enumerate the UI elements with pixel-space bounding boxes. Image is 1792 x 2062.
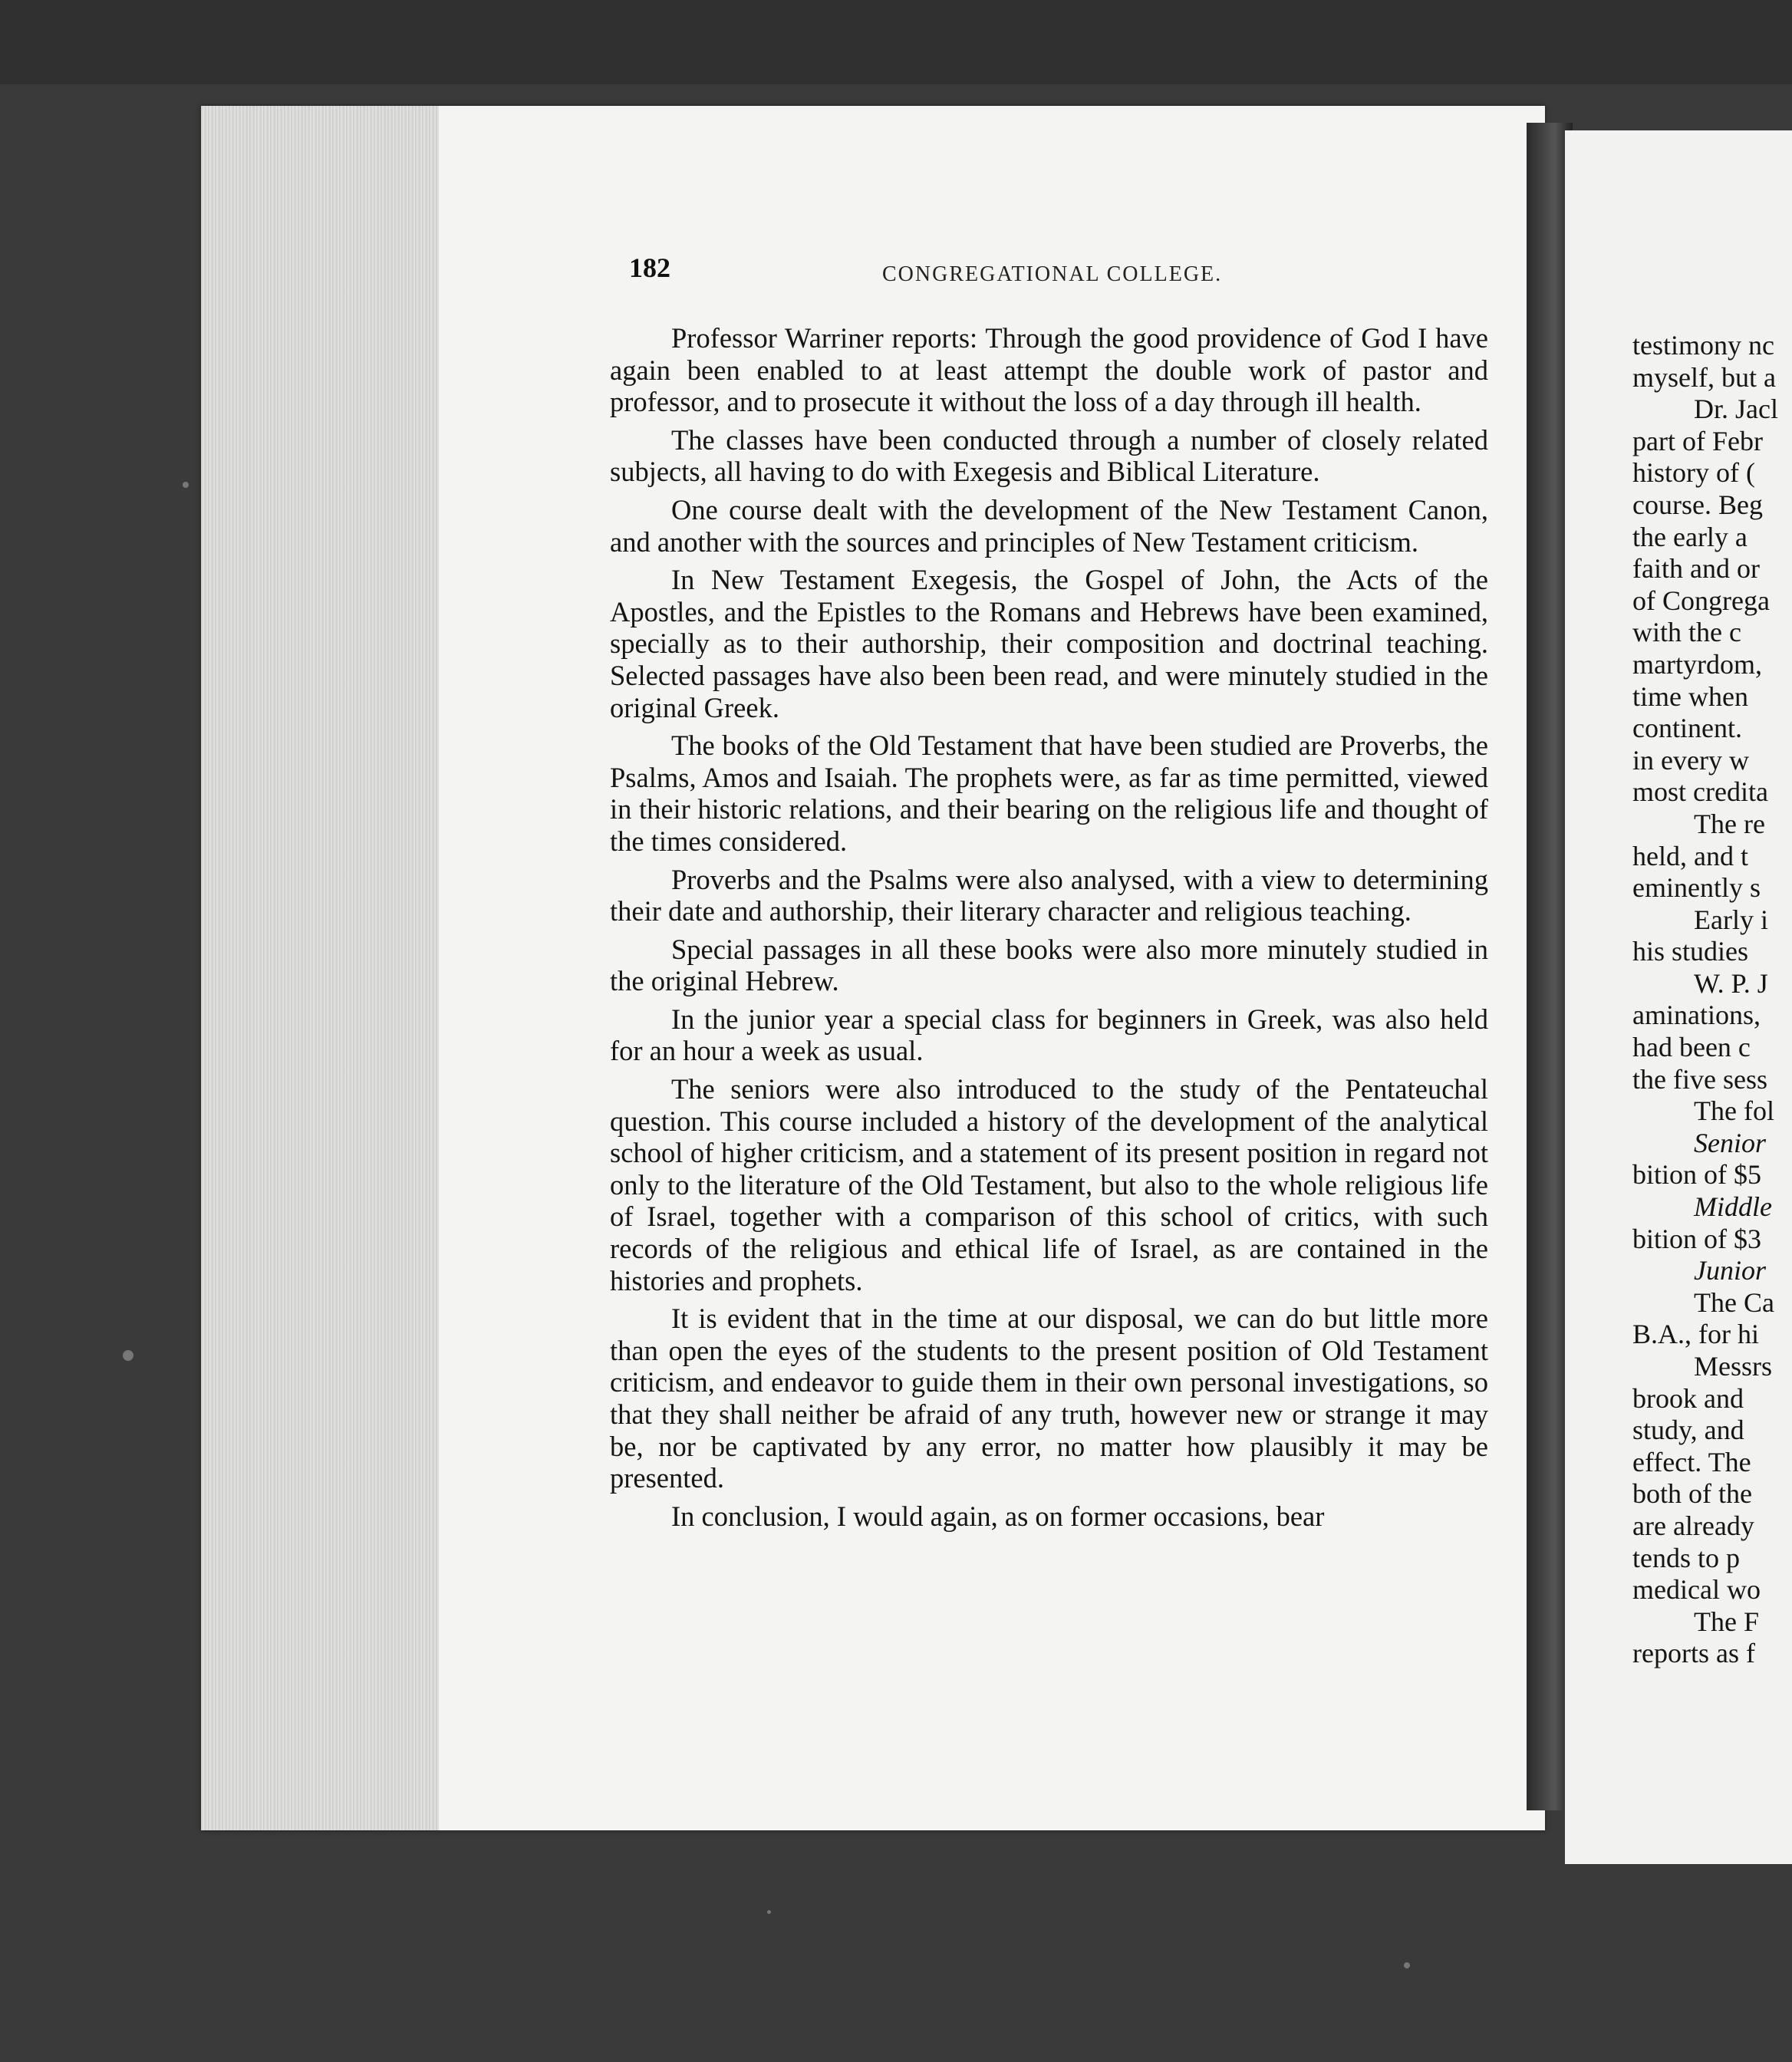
right-line: bition of $3: [1632, 1223, 1761, 1254]
scan-speck: [183, 482, 189, 488]
right-page-text: [1632, 330, 1792, 1670]
running-header-title: CONGREGATIONAL COLLEGE.: [882, 262, 1223, 286]
scan-speck: [767, 1910, 771, 1914]
right-line: bition of $5: [1632, 1159, 1761, 1191]
paragraph: In the junior year a special class for beginners in Greek, was also held for an hour a week as usual.: [610, 1003, 1488, 1067]
scanner-backdrop: [0, 0, 1792, 84]
right-line: Middle: [1694, 1191, 1772, 1223]
right-line: most credita: [1632, 776, 1768, 808]
right-line: study, and: [1632, 1415, 1744, 1446]
paragraph: One course dealt with the development of the New Testament Canon, and another with the sources and principles of New Testament criticism.: [610, 493, 1488, 558]
running-head: [629, 252, 1534, 298]
right-line: Early i: [1694, 904, 1768, 935]
right-line: Messrs: [1694, 1351, 1773, 1382]
page-edges: [201, 106, 439, 1830]
right-line: are already: [1632, 1510, 1754, 1541]
paragraph: Proverbs and the Psalms were also analysed, with a view to determining their date and authorship, their literary character and religious teaching.: [610, 863, 1488, 927]
right-line: with the c: [1632, 617, 1741, 648]
right-line: time when: [1632, 680, 1748, 712]
right-line: The F: [1694, 1606, 1759, 1637]
right-line: continent.: [1632, 713, 1742, 744]
right-line: reports as f: [1632, 1638, 1755, 1669]
right-line: the early a: [1632, 521, 1748, 552]
right-line: B.A., for hi: [1632, 1319, 1759, 1350]
right-line: history of (: [1632, 457, 1755, 489]
right-line: held, and t: [1632, 840, 1748, 871]
right-line: had been c: [1632, 1032, 1751, 1063]
right-line: part of Febr: [1632, 425, 1763, 456]
body-text: [610, 322, 1488, 1538]
right-line: The fol: [1694, 1095, 1774, 1127]
right-line: Junior: [1694, 1255, 1766, 1286]
paragraph: Professor Warriner reports: Through the good providence of God I have again been enabled to at least attempt the double work of pastor and professor, and to prosecute it without the loss of a day through ill health.: [610, 322, 1488, 418]
right-line: brook and: [1632, 1382, 1744, 1414]
page-number: 182: [629, 252, 670, 283]
paragraph: In conclusion, I would again, as on former occasions, bear: [671, 1500, 1325, 1532]
right-line: eminently s: [1632, 872, 1761, 904]
scan-speck: [123, 1350, 133, 1361]
right-line: the five sess: [1632, 1063, 1767, 1095]
right-line: both of the: [1632, 1478, 1752, 1510]
right-line: The re: [1694, 808, 1765, 839]
paragraph: The books of the Old Testament that have been studied are Proverbs, the Psalms, Amos and Isaiah. The prophets were, as far as time permitted, viewed in their historic relations, and their bearing on the religious life and thought of the times considered.: [610, 730, 1488, 857]
right-line: martyrdom,: [1632, 648, 1762, 680]
right-line: W. P. J: [1694, 967, 1768, 999]
right-line: faith and or: [1632, 553, 1760, 585]
paragraph: The classes have been conducted through a number of closely related subjects, all having to do with Exegesis and Biblical Literature.: [610, 423, 1488, 488]
right-line: effect. The: [1632, 1446, 1751, 1477]
right-line: tends to p: [1632, 1542, 1740, 1573]
right-line: Dr. Jacl: [1694, 394, 1778, 425]
right-line: aminations,: [1632, 1000, 1761, 1031]
right-line: medical wo: [1632, 1574, 1761, 1606]
right-line: The Ca: [1694, 1286, 1774, 1318]
right-line: his studies: [1632, 936, 1749, 967]
paragraph: Special passages in all these books were also more minutely studied in the original Hebrew.: [610, 933, 1488, 997]
right-line: of Congrega: [1632, 585, 1770, 616]
paragraph: It is evident that in the time at our disposal, we can do but little more than open the eyes of the students to the present position of Old Testament criticism, and endeavor to guide them in their own personal investigations, so that they shall neither be afraid of any truth, however new or strange it may be, nor be captivated by any error, no matter how plausibly it may be presented.: [610, 1303, 1488, 1494]
paragraph: The seniors were also introduced to the study of the Pentateuchal question. This course included a history of the development of the analytical school of higher criticism, and a statement of its present position in regard not only to the literature of the Old Testament, but also to the whole religious life of Israel, together with a comparison of this school of critics, with such records of the religious and ethical life of Israel, as are contained in the histories and prophets.: [610, 1073, 1488, 1296]
right-line: testimony nc: [1632, 330, 1774, 361]
right-line: Senior: [1694, 1127, 1766, 1158]
paragraph: In New Testament Exegesis, the Gospel of John, the Acts of the Apostles, and the Epistles to the Romans and Hebrews have been examined, specially as to their authorship, their composition and doctrinal teaching. Selected passages have also been been read, and were minutely studied in the original Greek.: [610, 564, 1488, 723]
scan-speck: [1404, 1962, 1410, 1968]
right-line: in every w: [1632, 744, 1749, 776]
right-line: course. Beg: [1632, 489, 1763, 520]
right-line: myself, but a: [1632, 361, 1776, 393]
